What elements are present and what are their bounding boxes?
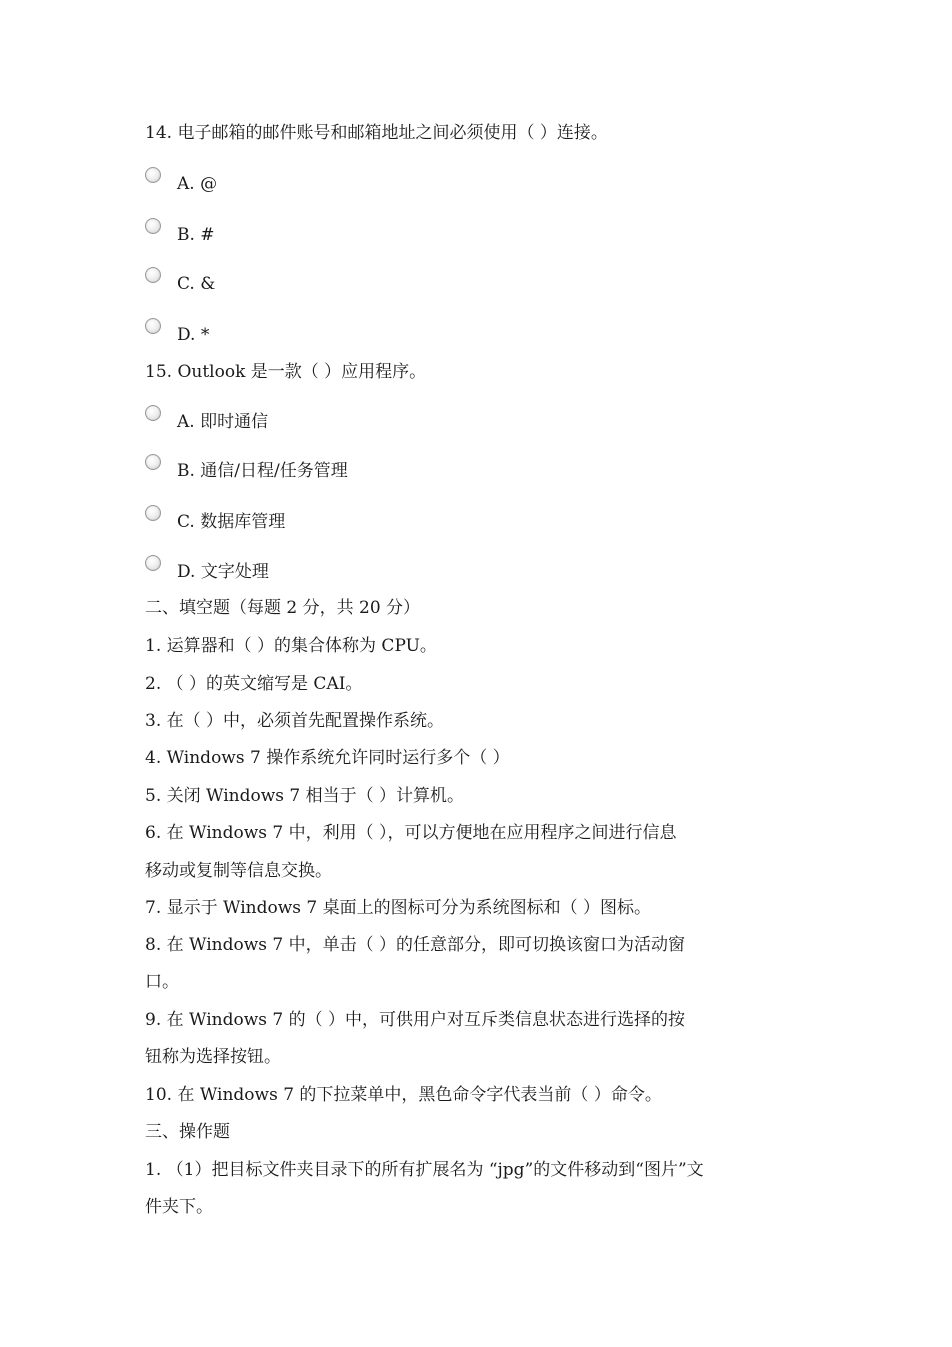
radio-icon[interactable] [145, 505, 161, 521]
fill-blank-line: 7. 显示于 Windows 7 桌面上的图标可分为系统图标和（ ）图标。 [145, 898, 652, 918]
radio-icon[interactable] [145, 267, 161, 283]
question-15-stem: 15. Outlook 是一款（ ）应用程序。 [145, 362, 427, 382]
question-15-option-d[interactable] [145, 555, 269, 582]
question-14-option-d[interactable] [145, 318, 210, 345]
question-15-option-b[interactable] [145, 454, 348, 481]
fill-blank-line: 移动或复制等信息交换。 [145, 861, 332, 881]
option-label: B. 通信/日程/任务管理 [177, 461, 348, 481]
option-label: A. @ [177, 174, 218, 194]
operation-line: 1. （1）把目标文件夹目录下的所有扩展名为 “jpg”的文件移动到“图片”文 [145, 1160, 704, 1180]
question-15-option-a[interactable] [145, 405, 269, 432]
question-15-option-c[interactable] [145, 505, 286, 532]
radio-icon[interactable] [145, 318, 161, 334]
fill-blank-line: 1. 运算器和（ ）的集合体称为 CPU。 [145, 636, 437, 656]
radio-icon[interactable] [145, 454, 161, 470]
section-3-heading: 三、操作题 [145, 1122, 230, 1142]
fill-blank-line: 5. 关闭 Windows 7 相当于（ ）计算机。 [145, 786, 465, 806]
option-label: B. # [177, 225, 215, 245]
fill-blank-line: 钮称为选择按钮。 [145, 1047, 281, 1067]
operation-line: 件夹下。 [145, 1197, 213, 1217]
question-14-option-b[interactable] [145, 218, 215, 245]
question-14-option-a[interactable] [145, 167, 218, 194]
option-label: D. * [177, 325, 210, 345]
fill-blank-line: 口。 [145, 972, 179, 992]
section-2-heading: 二、填空题（每题 2 分，共 20 分） [145, 598, 421, 618]
fill-blank-line: 9. 在 Windows 7 的（ ）中，可供用户对互斥类信息状态进行选择的按 [145, 1010, 686, 1030]
option-label: C. & [177, 274, 216, 294]
option-label: C. 数据库管理 [177, 512, 286, 532]
fill-blank-line: 4. Windows 7 操作系统允许同时运行多个（ ） [145, 748, 510, 768]
fill-blank-line: 8. 在 Windows 7 中，单击（ ）的任意部分，即可切换该窗口为活动窗 [145, 935, 686, 955]
fill-blank-line: 2. （ ）的英文缩写是 CAI。 [145, 674, 363, 694]
radio-icon[interactable] [145, 555, 161, 571]
fill-blank-line: 10. 在 Windows 7 的下拉菜单中，黑色命令字代表当前（ ）命令。 [145, 1085, 662, 1105]
question-14-option-c[interactable] [145, 267, 216, 294]
fill-blank-line: 3. 在（ ）中，必须首先配置操作系统。 [145, 711, 445, 731]
option-label: A. 即时通信 [177, 412, 269, 432]
option-label: D. 文字处理 [177, 562, 269, 582]
fill-blank-line: 6. 在 Windows 7 中，利用（ ），可以方便地在应用程序之间进行信息 [145, 823, 677, 843]
question-14-stem: 14. 电子邮箱的邮件账号和邮箱地址之间必须使用（ ）连接。 [145, 123, 608, 143]
radio-icon[interactable] [145, 167, 161, 183]
radio-icon[interactable] [145, 405, 161, 421]
radio-icon[interactable] [145, 218, 161, 234]
